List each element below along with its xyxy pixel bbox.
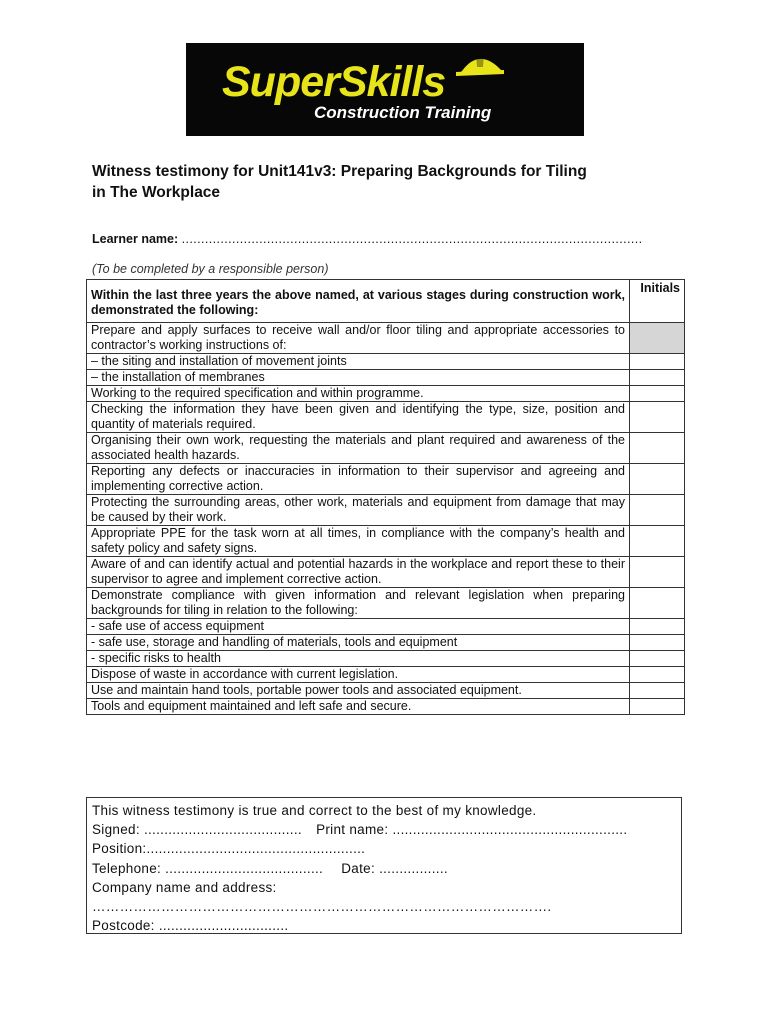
initials-cell[interactable]	[630, 699, 685, 715]
initials-cell[interactable]	[630, 557, 685, 588]
initials-cell[interactable]	[630, 588, 685, 619]
criterion-text: Demonstrate compliance with given information and relevant legislation when preparing backgrounds for tiling in relation to the following:	[87, 588, 630, 619]
table-row	[87, 651, 685, 667]
title-line-1: Witness testimony for Unit141v3: Preparing Backgrounds for Tiling	[92, 163, 587, 180]
table-header-row	[87, 280, 685, 323]
telephone-label: Telephone:	[92, 860, 162, 876]
criterion-text: – the installation of membranes	[87, 370, 630, 386]
criterion-text: Use and maintain hand tools, portable power tools and associated equipment.	[87, 683, 630, 699]
table-row	[87, 495, 685, 526]
table-row	[87, 354, 685, 370]
position-label: Position:	[92, 841, 147, 857]
criterion-text: - safe use of access equipment	[87, 619, 630, 635]
completion-note: (To be completed by a responsible person)	[92, 262, 329, 276]
evidence-table	[86, 279, 685, 715]
criterion-text: Protecting the surrounding areas, other work, materials and equipment from damage that may be caused by their work.	[87, 495, 630, 526]
company-field[interactable]: ……………………………………………………………………………………….	[92, 899, 552, 915]
logo-graphic	[186, 43, 584, 136]
table-row	[87, 683, 685, 699]
initials-cell[interactable]	[630, 635, 685, 651]
learner-name-field[interactable]	[92, 232, 643, 246]
print-name-label: Print name:	[316, 822, 389, 838]
company-label: Company name and address:	[92, 879, 277, 895]
position-field[interactable]: ......................................................	[146, 841, 366, 857]
table-row	[87, 619, 685, 635]
criterion-text: Appropriate PPE for the task worn at all times, in compliance with the company’s health and safety policy and safety signs.	[87, 526, 630, 557]
title-line-2: in The Workplace	[92, 184, 221, 201]
page-title	[92, 161, 692, 203]
initials-cell[interactable]	[630, 323, 685, 354]
table-row	[87, 557, 685, 588]
initials-cell[interactable]	[630, 433, 685, 464]
criterion-text: Aware of and can identify actual and potential hazards in the workplace and report these to their supervisor to agree and implement corrective action.	[87, 557, 630, 588]
table-row	[87, 370, 685, 386]
initials-cell[interactable]	[630, 526, 685, 557]
table-header-text: Within the last three years the above named, at various stages during construction work, demonstrated the following:	[91, 288, 625, 317]
table-row	[87, 386, 685, 402]
signature-box	[86, 797, 682, 934]
table-row	[87, 323, 685, 354]
initials-cell[interactable]	[630, 402, 685, 433]
statement: This witness testimony is true and correct to the best of my knowledge.	[92, 803, 537, 818]
initials-cell[interactable]	[630, 495, 685, 526]
initials-header-cell	[630, 280, 685, 323]
table-row	[87, 699, 685, 715]
criterion-text: – the siting and installation of movement joints	[87, 354, 630, 370]
criterion-text: Organising their own work, requesting the materials and plant required and awareness of the associated health hazards.	[87, 433, 630, 464]
date-field[interactable]: .................	[379, 860, 448, 876]
postcode-label: Postcode:	[92, 918, 155, 934]
table-row	[87, 588, 685, 619]
criterion-text: Tools and equipment maintained and left safe and secure.	[87, 699, 630, 715]
logo-subtitle-text: Construction Training	[314, 103, 492, 122]
logo-brand-text: SuperSkills	[222, 58, 446, 106]
hard-hat-icon	[456, 52, 504, 76]
superskills-logo	[186, 43, 584, 136]
table-row	[87, 635, 685, 651]
criterion-text: Reporting any defects or inaccuracies in information to their supervisor and agreeing and implementing corrective action.	[87, 464, 630, 495]
date-label: Date:	[341, 860, 376, 876]
table-row	[87, 667, 685, 683]
initials-cell[interactable]	[630, 651, 685, 667]
signed-label: Signed:	[92, 822, 140, 838]
table-row	[87, 464, 685, 495]
criterion-text: Prepare and apply surfaces to receive wall and/or floor tiling and appropriate accessories to contractor’s working instructions of:	[87, 323, 630, 354]
initials-cell[interactable]	[630, 667, 685, 683]
initials-cell[interactable]	[630, 370, 685, 386]
criterion-text: - safe use, storage and handling of materials, tools and equipment	[87, 635, 630, 651]
learner-name-label: Learner name:	[92, 232, 179, 246]
table-row	[87, 402, 685, 433]
telephone-field[interactable]: .......................................	[165, 860, 324, 876]
initials-label: Initials	[640, 281, 680, 295]
learner-name-dots: .......................................................................................................................	[181, 232, 643, 246]
initials-cell[interactable]	[630, 354, 685, 370]
initials-cell[interactable]	[630, 683, 685, 699]
table-row	[87, 526, 685, 557]
initials-cell[interactable]	[630, 464, 685, 495]
header-cell	[87, 280, 630, 323]
initials-cell[interactable]	[630, 619, 685, 635]
criterion-text: Working to the required specification and within programme.	[87, 386, 630, 402]
print-name-field[interactable]: ..........................................................	[392, 822, 628, 838]
criterion-text: Checking the information they have been given and identifying the type, size, position and quantity of materials required.	[87, 402, 630, 433]
postcode-field[interactable]: ................................	[158, 918, 289, 934]
signed-field[interactable]: .......................................	[143, 822, 302, 838]
initials-cell[interactable]	[630, 386, 685, 402]
table-row	[87, 433, 685, 464]
criterion-text: - specific risks to health	[87, 651, 630, 667]
criterion-text: Dispose of waste in accordance with current legislation.	[87, 667, 630, 683]
